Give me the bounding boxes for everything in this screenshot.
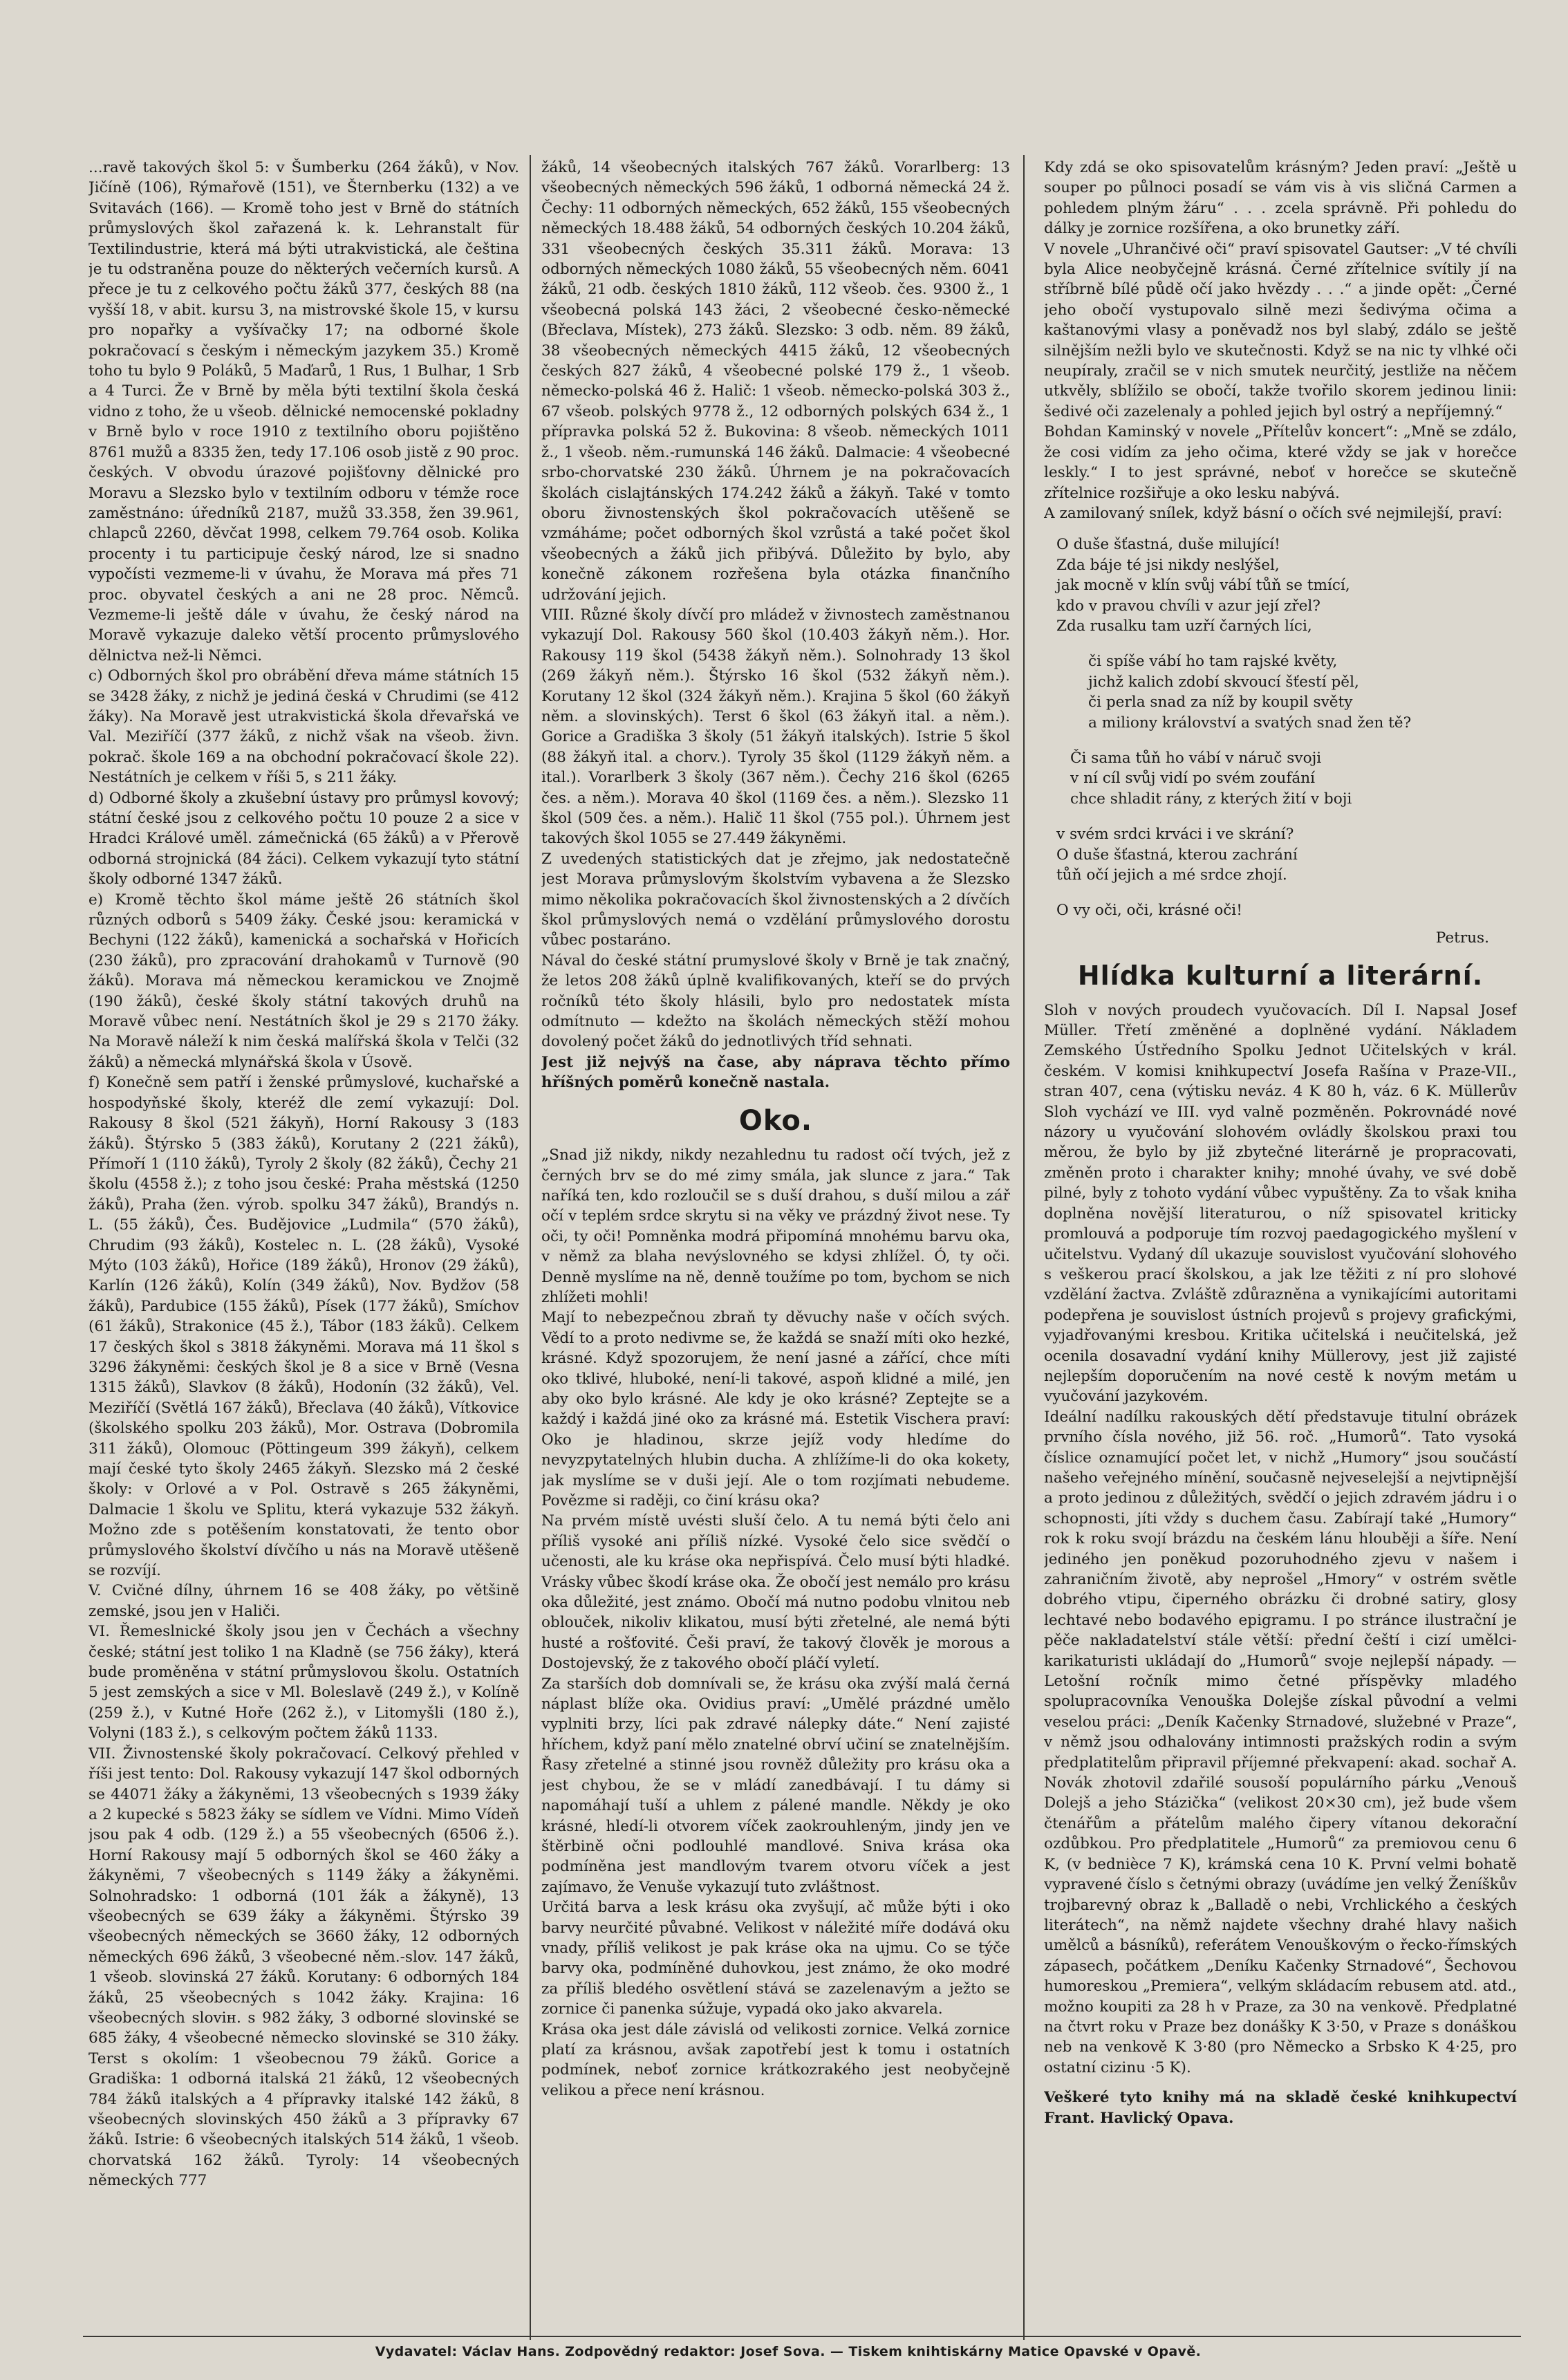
footer-divider: [83, 2336, 1521, 2337]
poem-stanza: [1056, 534, 1517, 636]
column-1: [88, 158, 519, 2356]
paragraph: VIII. Různé školy dívčí pro mládež v živnostech zaměstnanou vykazují Dol. Rakousy 560 škol (10.403 žákyň něm.). Hor. Rakousy 119 škol (5438 žákyň něm.). Solnohrady 13 škol (269 žákyň něm.). Štýrsko 16 škol (532 žákyň něm.). Korutany 12 škol (324 žákyň něm.). Krajina 5 škol (60 žákyň něm. a slovinských). Terst 6 škol (63 žákyň ital. a něm.). Gorice a Gradiška 3 školy (51 žákyň italských). Istrie 5 škol (88 žákyň ital. a chorv.). Tyroly 35 škol (1129 žákyň něm. a ital.). Vorarlberk 3 školy (367 něm.). Čechy 216 škol (6265 čes. a něm.). Morava 40 škol (1169 čes. a něm.). Slezsko 11 škol (509 čes. a něm.). Halič 11 škol (755 pol.). Úhrnem jest takových škol 1055 se 27.449 žákyněmi.: [541, 606, 1010, 848]
column-divider: [530, 155, 531, 2340]
paragraph: Kdy zdá se oko spisovatelům krásným? Jeden praví: „Ještě u souper po půlnoci posadí se vám vis à vis sličná Carmen a pohledem plným žáru“ . . . zcela správně. Při pohledu do dálky je zornice rozšířena, a oko brunetky září.: [1044, 159, 1517, 238]
poem-line: Či sama tůň ho vábí v náruč svoji: [1070, 749, 1322, 767]
poem-line: v svém srdci krváci i ve skrání?: [1056, 826, 1294, 844]
poem-line: Zda báje té jsi nikdy neslýšel,: [1056, 556, 1280, 574]
poem-stanza: [1056, 824, 1517, 885]
poem-line: jichž kalich zdobí skvoucí šťestí pěl,: [1088, 673, 1359, 691]
paragraph: „Snad již nikdy, nikdy nezahlednu tu radost očí tvých, jež z černých brv se do mé zimy smála, jak slunce z jara.“ Tak naříká ten, kdo rozloučil se s duší drahou, s duší milou a zář očí v teplém srdce skrytu si na věky ve prázdný život nese. Ty oči, ty oči! Pomněnka modrá připomíná mnohému barvu oka, v němž za blaha nevýslovného se kdysi zhlížel. Ó, ty oči. Denně myslíme na ně, denně toužíme po tom, bychom se nich zhlížeti mohli!: [541, 1146, 1010, 1306]
paragraph: Bohdan Kaminský v novele „Přítelův koncert“: „Mně se zdálo, že cosi vidím za jeho očima, které vždy se jak v horečce leskly.“ I to jest správné, neboť v horečce se skutečně zřítelnice rozšiřuje a oko lesku nabývá.: [1044, 423, 1517, 502]
poem-line: kdo v pravou chvíli v azur její zřel?: [1056, 597, 1320, 615]
paragraph: Za starších dob domnívali se, že krásu oka zvýší malá černá náplast blíže oka. Ovidius praví: „Umělé prázdné umělo vyplniti brzy, líci pak zdravé nálepky dáte.“ Není zajisté hříchem, když paní mělo znatelné obrví učiní se znatelnějším. Řasy zřetelné a stinné jsou rovněž důležity pro krásu oka a jest chybou, že se v mládí zanedbávají. I tu dámy si napomáhají tuší a uhlem z pálené mandle. Někdy je oko krásné, hledí-li otvorem víček zaokrouhleným, jindy jen ve štěrbině očni podlouhlé mandlové. Sniva krása oka podmíněna jest mandlovým tvarem otvoru víček a jest zajímavo, že Venuše vykazují tuto zvláštnost.: [541, 1675, 1010, 1896]
paragraph: Krása oka jest dále závislá od velikosti zornice. Velká zornice platí za krásnou, avšak zapotřebí jest k tomu i ostatních podmínek, neboť zornice krátkozrakého jest neobyčejně velikou a přece není krásnou.: [541, 2020, 1010, 2099]
paragraph: Mají to nebezpečnou zbraň ty děvuchy naše v očích svých. Vědí to a proto nedivme se, že každá se snaží míti oko hezké, krásné. Když spozorujem, že není jasné a zářící, chce míti oko tklivé, hluboké, není-li takové, aspoň klidné a milé, jen aby oko bylo krásné. Ale kdy je oko krásné? Zeptejte se a každý i každá jiné oko za krásné má. Estetik Vischera praví: Oko je hladinou, skrze jejíž vody hledíme do nevyzpytatelných hlubin ducha. A zhlížíme-li do oka kokety, jak myslíme se v duši její. Ale o tom rozjímati nebudeme. Povězme si raději, co činí krásu oka?: [541, 1309, 1010, 1509]
poem-line: a miliony království a svatých snad žen tě?: [1088, 714, 1412, 732]
poem-line: chce shladit rány, z kterých žití v boji: [1070, 790, 1352, 808]
column-3: [1044, 158, 1517, 2356]
poem-line: O vy oči, oči, krásné oči!: [1056, 902, 1242, 920]
poem-signature: Petrus.: [1435, 929, 1489, 947]
paragraph: žáků, 14 všeobecných italských 767 žáků. Vorarlberg: 13 všeobecných německých 596 žáků, 1 odborná německá 24 ž. Čechy: 11 odborných německých, 652 žáků, 155 všeobecných německých 18.488 žáků, 54 odborných českých 10.204 žáků, 331 všeobecných českých 35.311 žáků. Morava: 13 odborných německých 1080 žáků, 55 všeobecných něm. 6041 žáků, 21 odb. českých 1810 žáků, 112 všeob. čes. 9300 ž., 1 všeobecná polská 143 žáci, 2 všeobecné česko-německé (Břeclava, Místek), 273 žáků. Slezsko: 3 odb. něm. 89 žáků, 38 všeobecných německých 4415 žáků, 12 všeobecných českých 827 žáků, 4 všeobecné polské 179 ž., 1 všeob. německo-polská 46 ž. Halič: 1 všeob. německo-polská 303 ž., 67 všeob. polských 9778 ž., 12 odborných polských 634 ž., 1 přípravka polská 52 ž. Bukovina: 8 všeob. německých 1011 ž., 1 všeob. něm.-rumunská 146 žáků. Dalmacie: 4 všeobecné srbo-chorvatské 230 žáků. Úhrnem je na pokračovacích školách cislajtánských 174.242 žáků a žákyň. Také v tomto oboru živnostenských škol pokračovacích utěšeně se vzmáháme; počet odborných škol vzrůstá a také počet škol všeobecných a žáků jich přibývá. Důležito by bylo, aby konečně zákonem rozřešena byla otázka finančního udržování jejich.: [541, 159, 1010, 604]
paragraph: VI. Řemeslnické školy jsou jen v Čechách a všechny české; státní jest toliko 1 na Kladně (se 756 žáky), která bude proměněna v státní průmyslovou školu. Ostatních 5 jest zemských a sice v Ml. Boleslavě (249 ž.), v Kolíně (259 ž.), v Kutné Hoře (262 ž.), v Litomyšli (180 ž.), Volyni (183 ž.), s celkovým počtem žáků 1133.: [88, 1623, 519, 1742]
imprint-footer: Vydavatel: Václav Hans. Zodpovědný redaktor: Josef Sova. — Tiskem knihtiskárny Matice Opavské v Opavě.: [375, 2344, 1202, 2359]
article-title-oko: Oko.: [738, 1104, 813, 1137]
poem-line: Zda rusalku tam uzří čarných líci,: [1056, 617, 1312, 635]
paragraph: Ideální nadílku rakouských dětí představuje titulní obrázek prvního čísla nového, již 56. roč. „Humorů“. Tato vysoká číslice oznamující počet let, v nichž „Humory“ jsou součástí našeho veřejného mínění, současně nejveselejší a nejvtipnější a proto jedinou z důležitých, svědčí o jejich zdravém jádru i o schopnosti, jíti vždy s duchem času. Zabírají také „Humory“ rok k roku svojí brázdu na českém lánu hlouběji a šíře. Není jediného jen poněkud pozoruhodného zjevu v našem i zahraničním životě, aby neprošel „Hmory“ v ostrém světle dobrého vtipu, čiperného obrázku či drobné satiry, glosy lechtavé nebo bodavého epigramu. I po stránce ilustrační je pěče nakladatelství stále větší: přední čeští i cizí umělci-karikaturisti ukládají do „Humorů“ svoje nejlepší nápady. — Letošní ročník mimo četné příspěvky mladého spolupracovníka Venouška Dolejše získal původní a velmi veselou práci: „Deník Kačenky Strnadové, služebné v Praze“, v němž jsou odhalovány intimnosti pražských rodin a svým předplatitelům připravil příjemné překvapení: akad. sochař A. Novák zhotovil zdařilé sousoší populárního párku „Venouš Dolejš a jeho Stázička“ (velikost 20×30 cm), jež bude všem čtenářům a přátelům malého čipery vítanou dekorační ozdůbkou. Pro předplatitele „Humorů“ za premiovou cenu 6 K, (v bednièce 7 K), krámská cena 10 K. První velmi bohatě vypravené číslo s četnými obrazy (uvádíme jen velký Ženíškův trojbarevný obraz k „Balladě o nebi, Vrchlického a českých literátech“, na němž najdete všechny drahé hlavy našich umělců a básníků), referátem Venouškovým o řecko-římských zápasech, počátkem „Deníku Kačenky Strnadové“, Šechovou humoreskou „Premiera“, velkým skládacím rebusem atd. atd., možno koupiti za 28 h v Praze, za 30 na venkově. Předplatné na čtvrt roku v Praze bez donášky K 3·50, v Praze s donáškou neb na venkově K 3·80 (pro Německo a Srbsko K 4·25, pro ostatní cizinu ·5 K).: [1044, 1408, 1517, 2076]
column-2: [541, 158, 1010, 2356]
paragraph: Veškeré tyto knihy má na skladě české knihkupectví Frant. Havlický Opava.: [1044, 2089, 1517, 2127]
paragraph: c) Odborných škol pro obrábění dřeva máme státních 15 se 3428 žáky, z nichž je jediná česká v Chrudimi (se 412 žáky). Na Moravě jest utrakvistická škola dřevařská ve Val. Meziříčí (377 žáků, z nichž však na všeob. živn. pokrač. škole 169 a na obchodní pokračovací škole 22). Nestátních je celkem v říši 5, s 211 žáky.: [88, 667, 519, 787]
paragraph: Na prvém místě uvésti sluší čelo. A tu nemá býti čelo ani příliš vysoké ani příliš nízké. Vysoké čelo sice svědčí o učenosti, ale ku kráse oka nepřispívá. Čelo musí býti hladké. Vrásky vůbec škodí kráse oka. Že obočí jest nemálo pro krásu oka důležité, jest známo. Obočí má nutno podobu vlnitou neb oblouček, nikoliv klikatou, musí býti zřetelné, ale nemá býti husté a rošťovité. Češi praví, že takový člověk je morous a Dostojevský, že z takového obočí pláčí vyletí.: [541, 1512, 1010, 1673]
paragraph: Sloh v nových proudech vyučovacích. Díl I. Napsal Josef Müller. Třetí změněné a doplněné vydání. Nákladem Zemského Ústředního Spolku Jednot Učitelských v král. českém. V komisi knihkupectví Josefa Rašína v Praze-VII., stran 407, cena (výtisku neváz. 4 K 80 h, váz. 6 K. Müllerův Sloh vychází ve III. vyd valně pozměněn. Pokrovnádé nové názory u vyučování slohovém ovládly školskou praxi tou měrou, že bylo by již zbytečné literárně je propracovati, změněn proto i charakter knihy; mnohé úvahy, ve své době pilné, byly z tohoto vydání vůbec vypuštěny. Za to však kniha doplněna novější literaturou, o níž spisovatel kriticky promlouvá a podporuje tím rozvoj paedagogického myšlení v učitelstvu. Vydaný díl ukazuje souvislost vyučování slohového s veškerou prací školskou, a jak lze těžiti z ní pro slohové vzdělání žactva. Zvláště zdůrazněna a vynikajícími autoritami podepřena je souvislost ústních projevů s projevy grafickými, vyjadřovanými kresbou. Kritika učitelská i neučitelská, jež ocenila dosavadní vydání knihy Müllerovy, jest již zajisté nejlepším doporučením na nové cestě k novým metám u vyučování jazykovém.: [1044, 1001, 1517, 1406]
poem-line: O duše šťastná, kterou zachrání: [1056, 846, 1298, 864]
section-title-hlidka: Hlídka kulturní a literární.: [1077, 960, 1484, 992]
paragraph: V. Cvičné dílny, úhrnem 16 se 408 žáky, po většině zemské, jsou jen v Haliči.: [88, 1582, 519, 1620]
paragraph: Nával do české státní prumyslové školy v Brně je tak značný, že letos 208 žáků úplně kvalifikovaných, kteří se do prvých ročníků této školy hlásili, bylo pro nedostatek místa odmítnuto — kdežto na školách německých stěží mohou dovolený počet žáků do jednotlivých tříd sehnati.: [541, 951, 1010, 1051]
paragraph: d) Odborné školy a zkušební ústavy pro průmysl kovový; státní české jsou z celkového počtu 10 pouze 2 a sice v Hradci Králové uměl. zámečnická (65 žáků) a v Přerově odborná strojnická (84 žáci). Celkem vykazují tyto státní školy odborné 1347 žáků.: [88, 789, 519, 889]
paragraph: V novele „Uhrančivé oči“ praví spisovatel Gautser: „V té chvíli byla Alice neobyčejně krásná. Černé zřítelnice svítily jí na stříbrně bílé půdě očí jako hvězdy . . .“ a jinde opět: „Černé jeho obočí vystupovalo silně mezi šedivýma očima a kaštanovými vlasy a poněvadž nos byl slabý, zdálo se ještě silnějším nežli bylo ve skutečnosti. Když se na nic ty vlhké oči neupíraly, zračil se v nich smutek neurčitý, jestliže na něčem utkvěly, sblížilo se obočí, takže tvořilo skorem jedinou linii: šedivé oči zazelenaly a pohled jejich byl ostrý a nepříjemný.“: [1044, 240, 1517, 420]
poem-line: či perla snad za níž by koupil světy: [1088, 694, 1353, 712]
poem: [1056, 534, 1517, 921]
paragraph: ...ravě takových škol 5: v Šumberku (264 žáků), v Nov. Jičíně (106), Rýmařově (151), ve Šternberku (132) a ve Svitavách (166). — Kromě toho jest v Brně do státních průmyslových škol zařazená k. k. Lehranstalt für Textilindustrie, která má býti utrakvistická, ale čeština je tu odstraněna pouze do některých večerních kursů. A přece je tu z celkového počtu žáků 377, českých 88 (na vyšší 18, v abit. kursu 3, na mistrovské škole 15, v kursu pro nopařky a vyšívačky 17; na odborné škole pokračovací s českým i německým jazykem 35.) Kromě toho tu bylo 9 Poláků, 5 Maďarů, 1 Rus, 1 Bulhar, 1 Srb a 4 Turci. Že v Brně by měla býti textilní škola česká vidno z toho, že u všeob. dělnické nemocenské pokladny v Brně bylo v roce 1910 z textilního oboru pojištěno 8761 mužů a 8335 žen, tedy 17.106 osob jistě z 90 proc. českých. V obvodu úrazové pojišťovny dělnické pro Moravu a Slezsko bylo v textilním odboru v témže roce zaměstnáno: úředníků 2187, mužů 33.358, žen 39.961, chlapců 2260, děvčat 1998, celkem 79.764 osob. Kolika procenty i tu participuje český národ, lze si snadno vypočísti vezmeme-li v úvahu, že Morava má přes 71 proc. obyvatel českých a ani ne 28 proc. Němců. Vezmeme-li ještě dále v úvahu, že český národ na Moravě vykazuje daleko větší procento průmyslového dělnictva než-li Němci.: [88, 159, 519, 664]
poem-stanza: [1056, 748, 1517, 809]
paragraph: e) Kromě těchto škol máme ještě 26 státních škol různých odborů s 5409 žáky. České jsou: keramická v Bechyni (122 žáků), kamenická a sochařská v Hořicích (230 žáků), pro zpracování drahokamů v Turnově (90 žáků). Morava má německou keramickou ve Znojmě (190 žáků), české školy státní takových druhů na Moravě vůbec není. Nestátních škol je 29 s 2170 žáky. Na Moravě náleží k nim česká malířská škola v Telči (32 žáků) a německá mlynářská škola v Úsově.: [88, 891, 519, 1071]
poem-stanza: [1056, 900, 1517, 920]
paragraph: VII. Živnostenské školy pokračovací. Celkový přehled v říši jest tento: Dol. Rakousy vykazují 147 škol odborných se 44071 žáky a žákyněmi, 13 všeobecných s 1939 žáky a 2 kupecké s 5823 žáky se sídlem ve Vídni. Mimo Vídeň jsou pak 4 odb. (129 ž.) a 55 všeobecných (6506 ž.). Horní Rakousy mají 5 odborných škol se 460 žáky a žákyněmi, 7 všeobecných s 1149 žáky a žákyněmi. Solnohradsko: 1 odborná (101 žák a žákyně), 13 všeobecných se 639 žáky a žákyněmi. Štýrsko 39 všeobecných německých se 3660 žáky, 12 odborných německých 696 žáků, 3 všeobecné něm.-slov. 147 žáků, 1 všeob. slovinská 27 žáků. Korutany: 6 odborných 184 žáků, 25 všeobecných s 1042 žáky. Krajina: 16 všeobecných sloviн. s 982 žáky, 3 odborné slovinské se 685 žáky, 4 všeobecné německo slovinské se 310 žáky. Terst s okolím: 1 všeobecnou 79 žáků. Gorice a Gradiška: 1 odborná italská 21 žáků, 12 všeobecných 784 žáků italských a 4 přípravky italské 142 žáků, 8 všeobecných slovinských 450 žáků a 3 přípravky 67 žáků. Istrie: 6 všeobecných italských 514 žáků, 1 všeob. chorvatská 162 žáků. Tyroly: 14 všeobecných německých 777: [88, 1745, 519, 2190]
paragraph: f) Konečně sem patří i ženské průmyslové, kuchařské a hospodyňské školy, kteréž dle zemí vykazují: Dol. Rakousy 8 škol (521 žákyň), Horní Rakousy 3 (183 žáků). Štýrsko 5 (383 žáků), Korutany 2 (221 žáků), Přímoří 1 (110 žáků), Tyroly 2 školy (82 žáků), Čechy 21 školu (4558 ž.); z toho jsou české: Praha městská (1250 žáků), Praha (žen. výrob. spolku 347 žáků), Brandýs n. L. (55 žáků), Čes. Budějovice „Ludmila“ (570 žáků), Chrudim (93 žáků), Kostelec n. L. (28 žáků), Vysoké Mýto (103 žáků), Hořice (189 žáků), Hronov (29 žáků), Karlín (126 žáků), Kolín (349 žáků), Nov. Bydžov (58 žáků), Pardubice (155 žáků), Písek (177 žáků), Smíchov (61 žáků), Strakonice (45 ž.), Tábor (183 žáků). Celkem 17 českých škol s 3818 žákyněmi. Morava má 11 škol s 3296 žákyněmi: českých škol je 8 a sice v Brně (Vesna 1315 žáků), Slavkov (8 žáků), Hodonín (32 žáků), Vel. Meziříčí (Světlá 167 žáků), Břeclava (40 žáků), Vítkovice (školského spolku 203 žáků), Mor. Ostrava (Dobromila 311 žáků), Olomouc (Pöttingeum 399 žákyň), celkem mají české tyto školy 2465 žákyň. Slezsko má 2 české školy: v Orlové a v Pol. Ostravě s 265 žákyněmi, Dalmacie 1 školu ve Splitu, která vykazuje 532 žákyň. Možno zde s potěšením konstatovati, že tento obor průmyslového školství dívčího u nás na Moravě utěšeně se rozvíjí.: [88, 1074, 519, 1580]
column-divider: [1023, 155, 1025, 2340]
paragraph: Určitá barva a lesk krásu oka zvyšují, ač může býti i oko barvy neurčité půvabné. Velikost v náležité míře dodává oku vnady, příliš velikost je pak kráse oka na ujmu. Co se týče barvy oka, podmíněné duhovkou, jest známo, že oko modré za příliš bledého osvětlení stává se zazelenavým a ježto se zornice či panenka súžuje, vypadá oko jako akvarela.: [541, 1899, 1010, 2018]
poem-line: v ní cíl svůj vidí po svém zoufání: [1070, 770, 1316, 788]
paragraph: A zamilovaný snílek, když básní o očích své nejmilejší, praví:: [1044, 504, 1503, 522]
poem-line: či spíše vábí ho tam rajské květy,: [1088, 653, 1338, 671]
poem-line: O duše šťastná, duše milující!: [1056, 536, 1280, 554]
poem-line: tůň očí jejich a mé srdce zhojí.: [1056, 866, 1287, 884]
paragraph: Z uvedených statistických dat je zřejmo, jak nedostatečně jest Morava průmyslovým školstvím vybavena a že Slezsko mimo několika pokračovacích škol živnostenských a 2 dívčích škol průmyslových nemá o vzdělání průmyslového dorostu vůbec postaráno.: [541, 850, 1010, 949]
poem-stanza: [1056, 651, 1517, 733]
paragraph: Jest již nejvýš na čase, aby náprava těchto přímo hříšných poměrů konečně nastala.: [541, 1053, 1010, 1092]
poem-line: jak mocně v klín svůj vábí tůň se tmící,: [1056, 577, 1350, 595]
